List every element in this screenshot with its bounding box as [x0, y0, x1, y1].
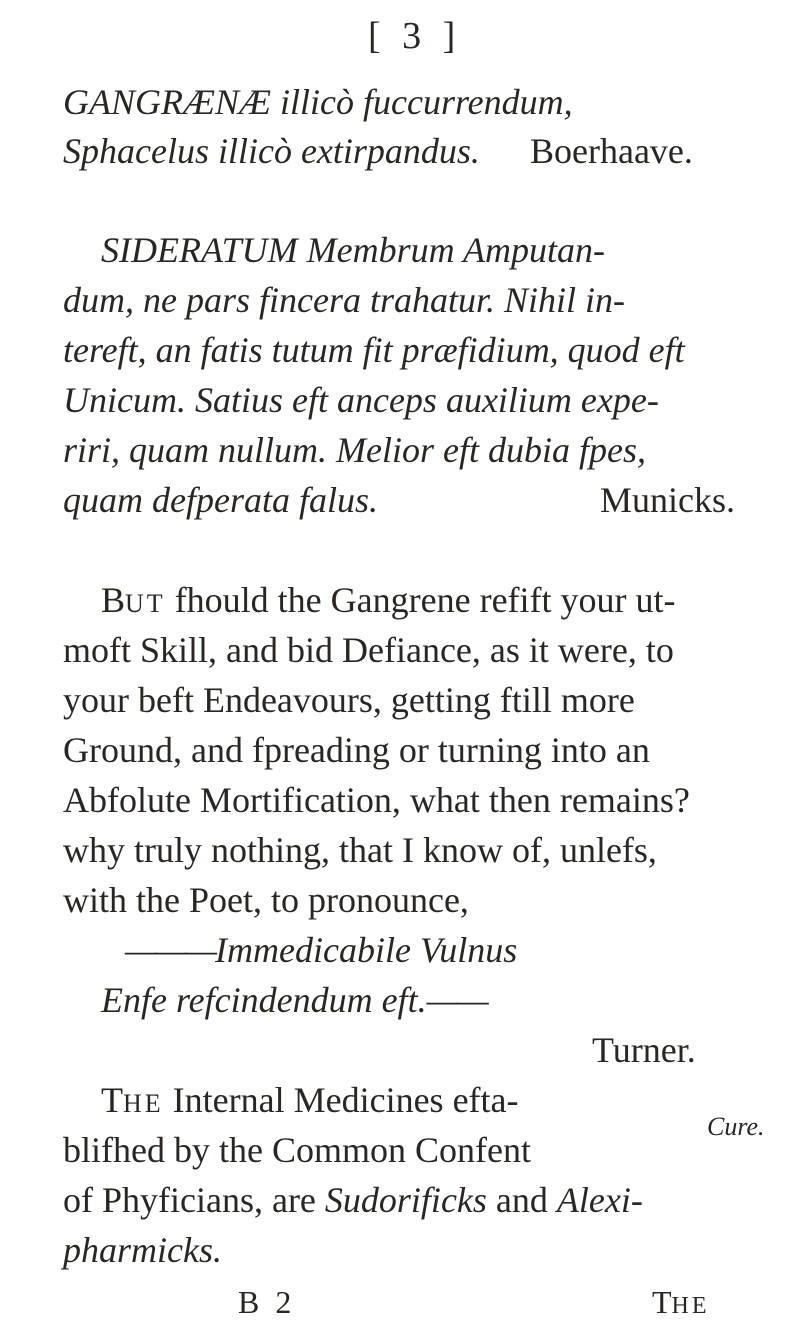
municks-quote-line-2: dum, ne pars fincera trahatur. Nihil in- — [63, 280, 626, 320]
catchword-initial: T — [652, 1284, 672, 1320]
cure-initial: T — [101, 1080, 123, 1120]
main-paragraph-line-3: your beft Endeavours, getting ftill more — [63, 680, 635, 720]
drop-word-small-caps: UT — [125, 589, 166, 618]
signature-mark: B 2 — [238, 1284, 296, 1320]
boerhaave-attribution: Boerhaave. — [530, 131, 693, 171]
cure-term-alexi: Alexi- — [556, 1180, 643, 1220]
quote-trail-dash: —— — [426, 980, 487, 1020]
main-paragraph-line-1-rest: fhould the Gangrene refift your ut- — [165, 580, 676, 620]
cure-paragraph-line-1-rest: Internal Medicines efta- — [163, 1080, 519, 1120]
cure-line-3-text-c: and — [486, 1180, 557, 1220]
cure-paragraph-line-1 — [101, 1082, 519, 1118]
main-paragraph-line-7: with the Poet, to pronounce, — [63, 880, 469, 920]
cure-paragraph-line-4: pharmicks. — [63, 1230, 222, 1270]
municks-attribution: Municks. — [600, 480, 735, 520]
municks-quote-line-3: tereft, an fatis tutum fit præfidium, quod eft — [63, 330, 685, 370]
cure-paragraph-line-3 — [63, 1182, 643, 1218]
main-paragraph-line-6: why truly nothing, that I know of, unlefs, — [63, 830, 657, 870]
turner-quote-line-1-text: Immedicabile Vulnus — [215, 930, 518, 970]
municks-quote-line-5: riri, quam nullum. Melior eft dubia fpes, — [63, 430, 646, 470]
main-paragraph-line-1 — [101, 582, 676, 618]
cure-small-caps: HE — [123, 1089, 164, 1118]
quote-lead-dash: ——— — [125, 930, 216, 970]
catchword — [652, 1284, 710, 1321]
turner-quote-line-2-text: Enfe refcindendum eft. — [101, 980, 427, 1020]
cure-paragraph-line-2: blifhed by the Common Confent — [63, 1130, 531, 1170]
main-paragraph-line-2: moft Skill, and bid Defiance, as it were, to — [63, 630, 674, 670]
municks-quote-line-4: Unicum. Satius eft anceps auxilium expe- — [63, 380, 659, 420]
page-number: [ 3 ] — [368, 15, 462, 57]
cure-term-sudorificks: Sudorificks — [324, 1180, 487, 1220]
turner-quote-line-2 — [101, 982, 487, 1018]
municks-quote-line-1: SIDERATUM Membrum Amputan- — [101, 230, 605, 270]
turner-attribution: Turner. — [592, 1030, 696, 1070]
boerhaave-quote-line-2: Sphacelus illicò extirpandus. — [63, 131, 480, 171]
main-paragraph-line-4: Ground, and fpreading or turning into an — [63, 730, 650, 770]
cure-line-3-text-a: of Phyficians, are — [63, 1180, 325, 1220]
catchword-small-caps: HE — [671, 1293, 710, 1319]
turner-quote-line-1 — [125, 932, 517, 968]
main-paragraph-line-5: Abfolute Mortification, what then remains? — [63, 780, 690, 820]
margin-note-cure: Cure. — [707, 1112, 765, 1141]
municks-quote-line-6: quam defperata falus. — [63, 480, 378, 520]
drop-word-initial: B — [101, 580, 126, 620]
boerhaave-quote-line-1: GANGRÆNÆ illicò fuccurrendum, — [63, 82, 573, 122]
